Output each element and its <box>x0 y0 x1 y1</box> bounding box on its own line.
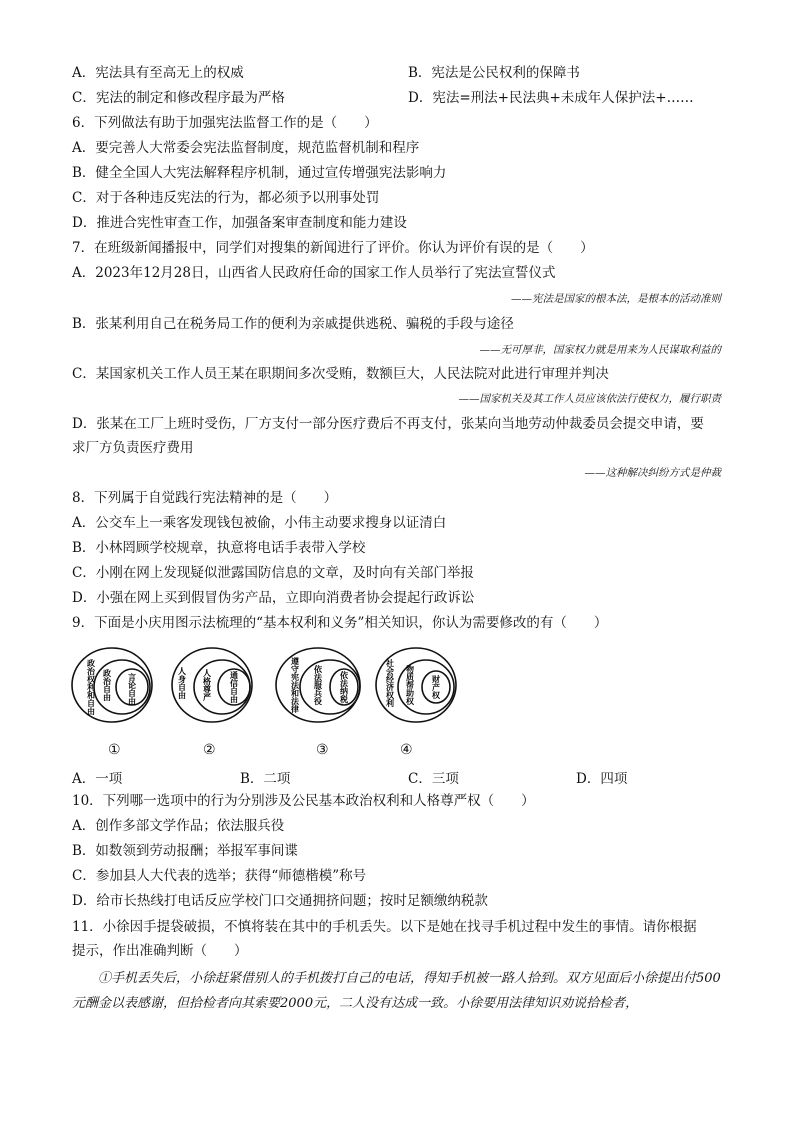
q10-option-a: A．创作多部文学作品；依法服兵役 <box>72 818 285 834</box>
venn-2-outer: 人身自由 <box>177 667 187 699</box>
venn-diagram-4 <box>376 648 456 722</box>
q7-option-d-line1: D．张某在工厂上班时受伤，厂方支付一部分医疗费后不再支付，张某向当地劳动仲裁委员会提交申请，要 <box>72 416 704 432</box>
q7-stem: 7．在班级新闻播报中，同学们对搜集的新闻进行了评价。你认为评价有误的是（ ） <box>72 240 594 256</box>
venn-diagram-1 <box>72 648 152 722</box>
q7-option-a-note: ——宪法是国家的根本法，是根本的活动准则 <box>511 293 721 305</box>
q8-option-a: A．公交车上一乘客发现钱包被偷，小伟主动要求搜身以证清白 <box>72 515 447 531</box>
q8-option-b: B．小林罔顾学校规章，执意将电话手表带入学校 <box>72 540 366 556</box>
q8-stem: 8．下列属于自觉践行宪法精神的是（ ） <box>72 490 338 506</box>
q11-material: ①手机丢失后，小徐赶紧借别人的手机拨打自己的电话，得知手机被一路人拾到。双方见面后小徐提出付500元酬金以表感谢，但拾检者向其索要2000元，二人没有达成一致。小徐要用法律知识劝说拾检者， <box>72 971 721 1011</box>
q7-option-b: B．张某利用自己在税务局工作的便利为亲戚提供逃税、骗税的手段与途径 <box>72 316 514 332</box>
venn-1-outer: 政治权利和自由 <box>86 659 96 715</box>
venn-3-mid: 依法服兵役 <box>313 665 323 705</box>
venn-label-3: ③ <box>316 742 329 758</box>
q10-stem: 10．下列哪一选项中的行为分别涉及公民基本政治权利和人格尊严权（ ） <box>72 793 535 809</box>
venn-1-inner: 言论自由 <box>127 673 137 705</box>
q9-stem: 9．下面是小庆用图示法梳理的“基本权利和义务”相关知识，你认为需要修改的有（ ） <box>72 615 608 631</box>
q5-option-b: B．宪法是公民权利的保障书 <box>408 65 580 81</box>
venn-4-mid: 物质帮助权 <box>405 665 415 705</box>
q11-stem-line1: 11．小徐因手提袋破损，不慎将装在其中的手机丢失。以下是她在找寻手机过程中发生的事情。请你根据 <box>72 919 697 935</box>
q5-option-a: A．宪法具有至高无上的权威 <box>72 65 244 81</box>
q7-option-c-note: ——国家机关及其工作人员应该依法行使权力，履行职责 <box>458 393 721 405</box>
q10-option-c: C．参加县人大代表的选举；获得“师德楷模”称号 <box>72 868 367 884</box>
venn-3-inner: 依法纳税 <box>339 671 349 703</box>
venn-4-inner: 财产权 <box>431 675 441 699</box>
q8-option-c: C．小刚在网上发现疑似泄露国防信息的文章，及时向有关部门举报 <box>72 565 474 581</box>
q6-option-d: D．推进合宪性审查工作，加强备案审查制度和能力建设 <box>72 215 407 231</box>
q7-option-c: C．某国家机关工作人员王某在职期间多次受贿，数额巨大，人民法院对此进行审理并判决 <box>72 366 609 382</box>
venn-4-outer: 社会经济权利 <box>385 659 395 707</box>
q11-stem-line2: 提示，作出准确判断（ ） <box>72 943 248 959</box>
venn-label-2: ② <box>203 742 216 758</box>
q6-option-c: C．对于各种违反宪法的行为，都必须予以刑事处罚 <box>72 190 380 206</box>
q9-option-b: B．二项 <box>240 771 291 787</box>
q8-option-d: D．小强在网上买到假冒伪劣产品，立即向消费者协会提起行政诉讼 <box>72 590 475 606</box>
q9-option-d: D．四项 <box>576 771 628 787</box>
venn-3-outer: 遵守宪法和法律 <box>290 657 300 713</box>
venn-label-1: ① <box>108 742 121 758</box>
q7-option-d-note: ——这种解决纠纷方式是仲裁 <box>584 467 721 479</box>
q7-option-b-note: ——无可厚非，国家权力就是用来为人民谋取利益的 <box>479 344 721 356</box>
q7-option-d-line2: 求厂方负责医疗费用 <box>72 440 194 456</box>
venn-2-mid: 人格尊严 <box>202 669 212 701</box>
venn-1-mid: 政治自由 <box>102 669 112 701</box>
q6-stem: 6．下列做法有助于加强宪法监督工作的是（ ） <box>72 115 378 131</box>
q5-option-c: C．宪法的制定和修改程序最为严格 <box>72 90 285 106</box>
venn-2-inner: 通信自由 <box>229 671 239 703</box>
q9-option-c: C．三项 <box>408 771 459 787</box>
q10-option-d: D．给市长热线打电话反应学校门口交通拥挤问题；按时足额缴纳税款 <box>72 893 488 909</box>
venn-label-4: ④ <box>400 742 413 758</box>
q9-venn-diagrams <box>70 645 470 725</box>
q9-option-a: A．一项 <box>72 771 123 787</box>
q6-option-b: B．健全全国人大宪法解释程序机制，通过宣传增强宪法影响力 <box>72 165 447 181</box>
q10-option-b: B．如数领到劳动报酬；举报军事间谍 <box>72 843 298 859</box>
q6-option-a: A．要完善人大常委会宪法监督制度，规范监督机制和程序 <box>72 140 420 156</box>
venn-diagram-2 <box>172 648 252 722</box>
q7-option-a: A．2023年12月28日，山西省人民政府任命的国家工作人员举行了宪法宣誓仪式 <box>72 265 556 281</box>
q5-option-d: D．宪法=刑法+民法典+未成年人保护法+…… <box>408 90 694 106</box>
venn-diagram-3 <box>276 648 360 722</box>
